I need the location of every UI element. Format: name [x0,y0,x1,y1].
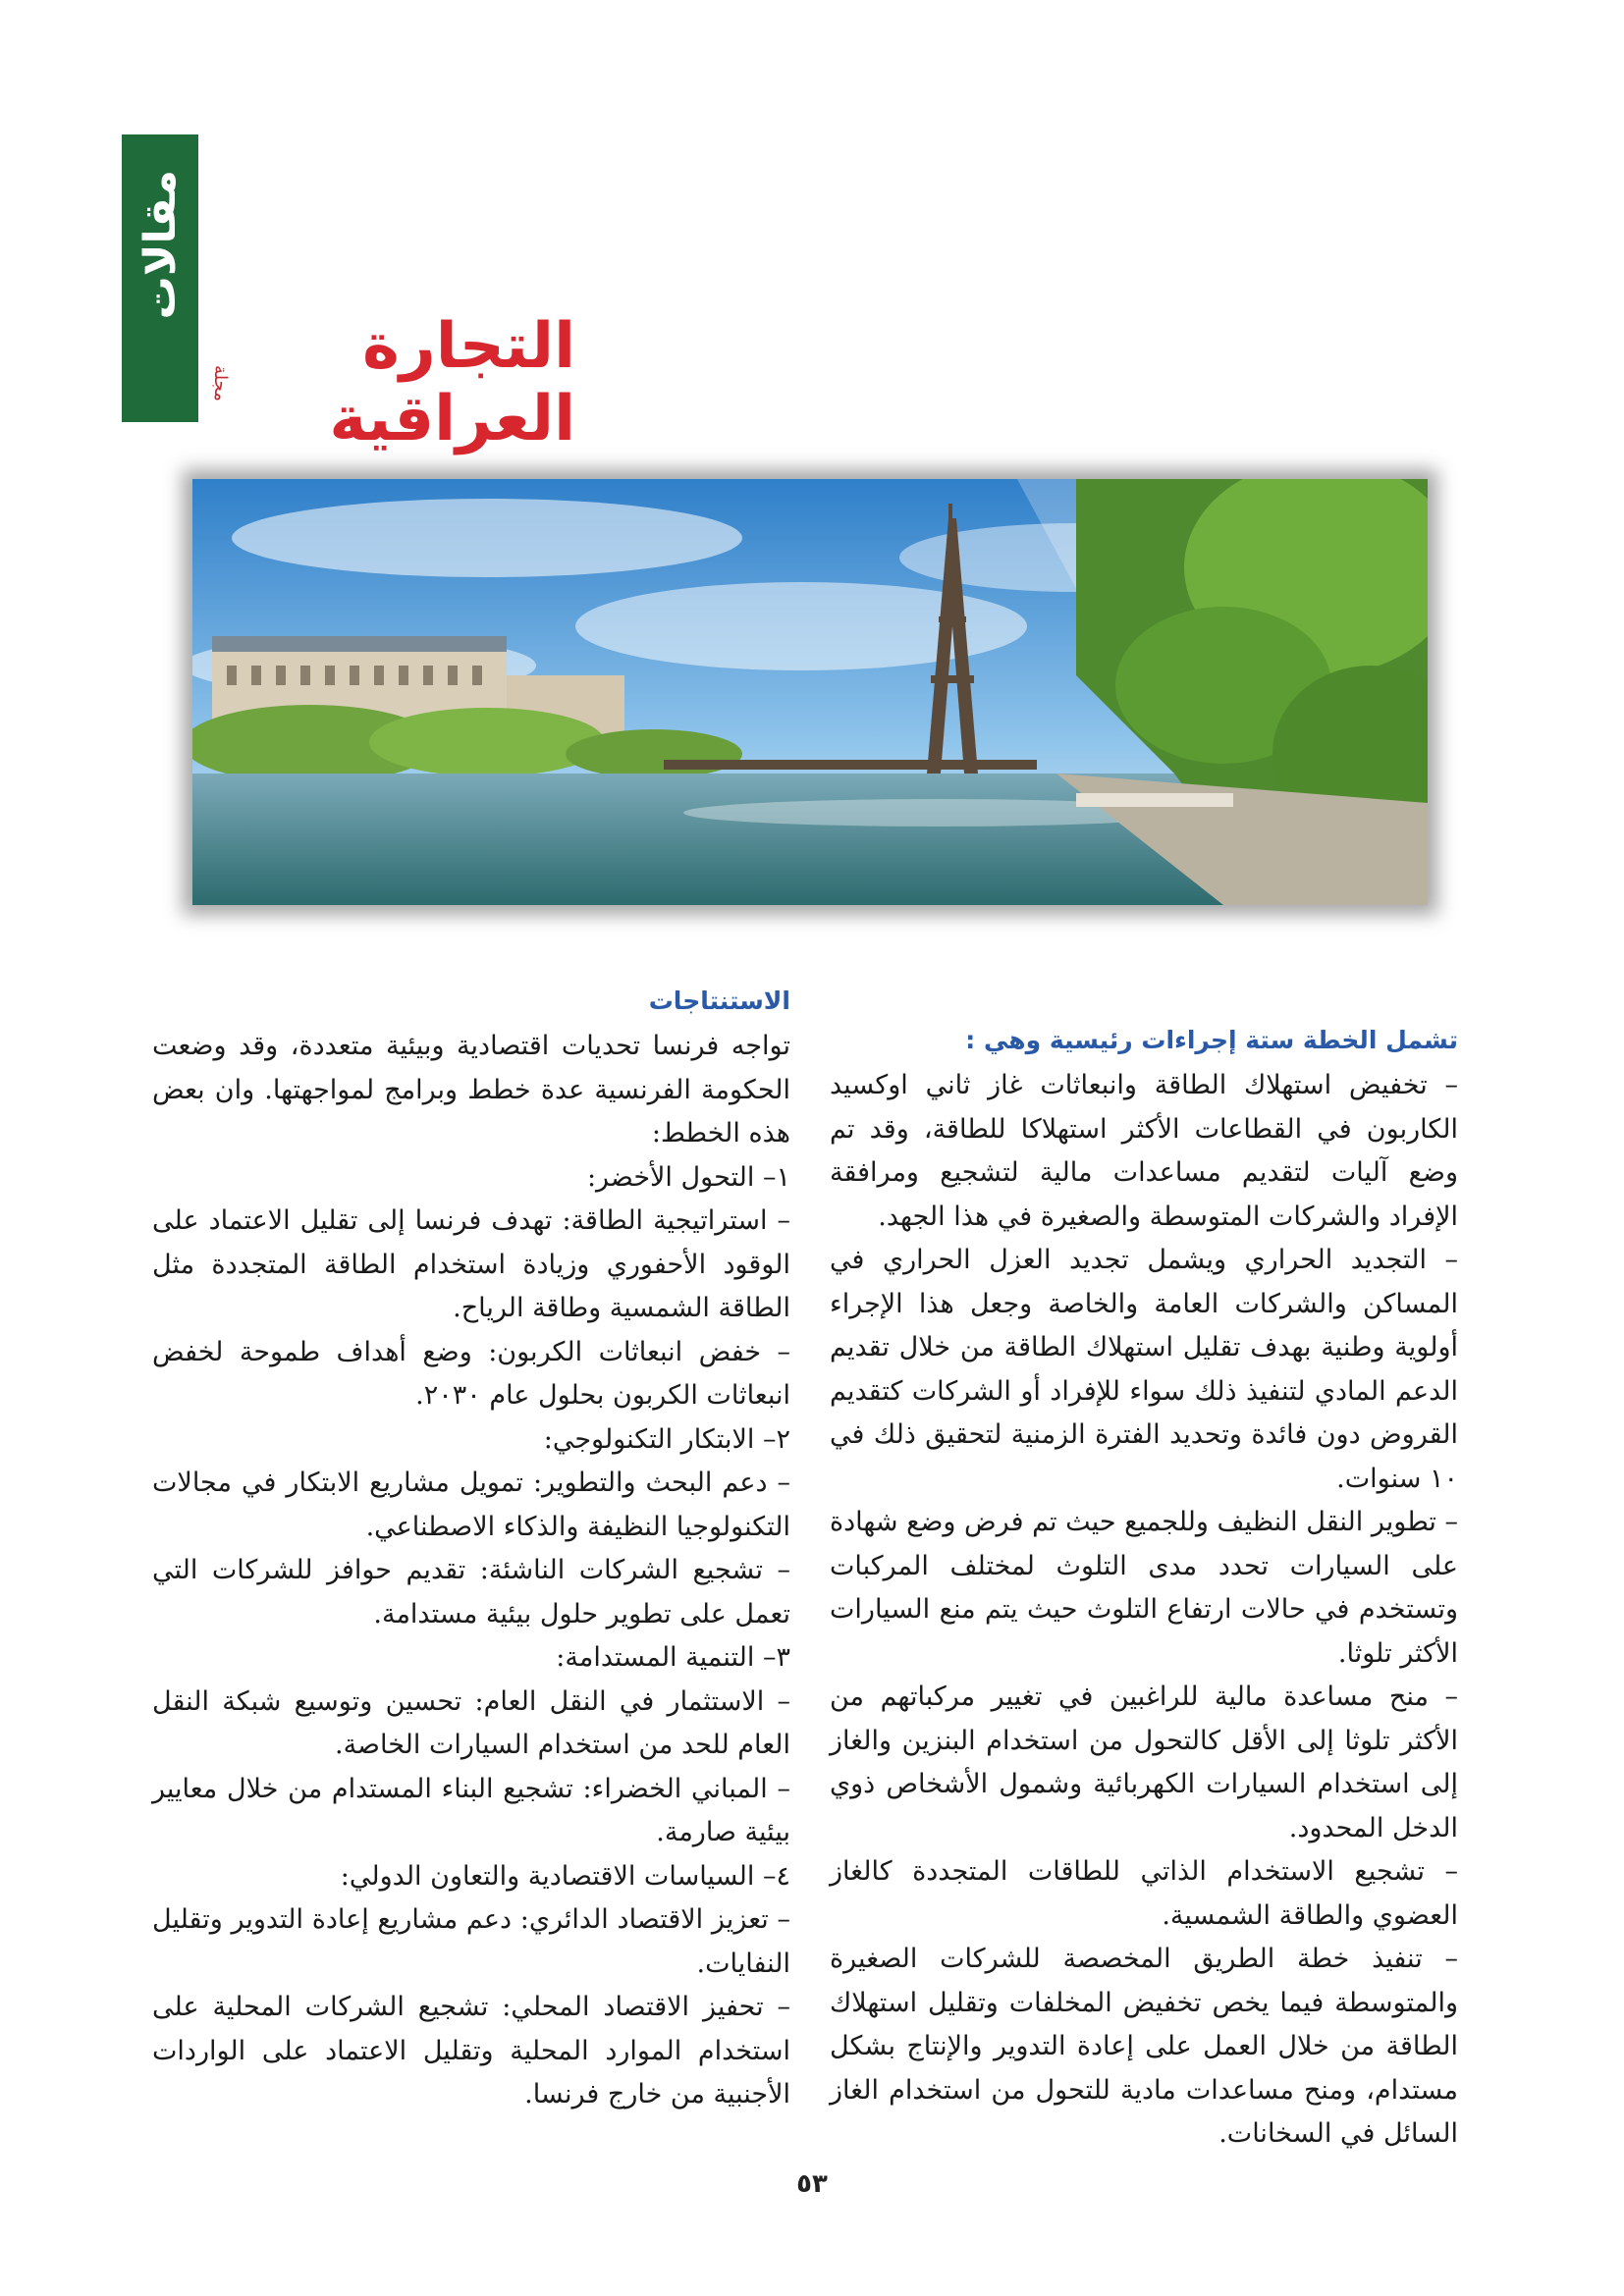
right-column [830,982,1458,2157]
paragraph: – تطوير النقل النظيف وللجميع حيث تم فرض وضع شهادة على السيارات تحدد مدى التلوث لمختلف المركبات وتستخدم في حالات ارتفاع التلوث حيث يتم منع السيارات الأكثر تلوثا. [830,1507,1458,1669]
paragraph: ٤– السياسات الاقتصادية والتعاون الدولي: [340,1860,790,1892]
paragraph: – منح مساعدة مالية للراغبين في تغيير مركباتهم من الأكثر تلوثا إلى الأقل كالتحول من استخدام البنزين والغاز إلى استخدام السيارات الكهربائية وشمول الأشخاص ذوي الدخل المحدود. [830,1682,1458,1843]
plan-heading: تشمل الخطة ستة إجراءات رئيسية وهي : [965,1026,1458,1054]
paragraph: – استراتيجية الطاقة: تهدف فرنسا إلى تقليل الاعتماد على الوقود الأحفوري وزيادة استخدام الطاقة المتجددة مثل الطاقة الشمسية وطاقة الرياح. [152,1205,790,1323]
paris-eiffel-photo [192,479,1428,905]
paragraph: تواجه فرنسا تحديات اقتصادية وبيئية متعددة، وقد وضعت الحكومة الفرنسية عدة خطط وبرامج لمواجهتها. وان بعض هذه الخطط: [152,1031,790,1148]
section-tab [122,134,198,422]
page-number: ٥٣ [796,2169,828,2199]
paragraph: – تشجيع الاستخدام الذاتي للطاقات المتجددة كالغاز العضوي والطاقة الشمسية. [830,1856,1458,1931]
magazine-masthead [202,310,575,455]
paragraph: – تحفيز الاقتصاد المحلي: تشجيع الشركات المحلية على استخدام الموارد المحلية وتقليل الاعتماد على الواردات الأجنبية من خارج فرنسا. [152,1992,790,2109]
paragraph: – دعم البحث والتطوير: تمويل مشاريع الابتكار في مجالات التكنولوجيا النظيفة والذكاء الاصطناعي. [152,1468,790,1542]
paragraph: ٣– التنمية المستدامة: [556,1642,790,1673]
paragraph: – التجديد الحراري ويشمل تجديد العزل الحراري في المساكن والشركات العامة والخاصة وجعل هذا الإجراء أولوية وطنية بهدف تقليل استهلاك الطاقة من خلال تقديم الدعم المادي لتنفيذ ذلك سواء للإفراد أو الشركات كتقديم القروض دون فائدة وتحديد الفترة الزمنية لتحقيق ذلك في ١٠ سنوات. [830,1245,1458,1494]
paragraph: – المباني الخضراء: تشجيع البناء المستدام من خلال معايير بيئية صارمة. [152,1773,790,1847]
paragraph: – تشجيع الشركات الناشئة: تقديم حوافز للشركات التي تعمل على تطوير حلول بيئية مستدامة. [152,1555,790,1629]
masthead-small-label: مجلة [210,364,231,401]
paragraph: ١– التحول الأخضر: [586,1161,790,1193]
paragraph: – الاستثمار في النقل العام: تحسين وتوسيع شبكة النقل العام للحد من استخدام السيارات الخاصة. [152,1685,790,1760]
section-tab-label: مقالات [135,170,186,320]
paragraph: – تخفيض استهلاك الطاقة وانبعاثات غاز ثاني اوكسيد الكاربون في القطاعات الأكثر استهلاكا للطاقة، وقد تم وضع آليات لتقديم مساعدات مالية لتشجيع ومرافقة الإفراد والشركات المتوسطة والصغيرة في هذا الجهد. [830,1070,1458,1232]
masthead-title: التجارة العراقية [329,310,575,455]
paragraph: – تعزيز الاقتصاد الدائري: دعم مشاريع إعادة التدوير وتقليل النفايات. [152,1904,790,1979]
paragraph: – خفض انبعاثات الكربون: وضع أهداف طموحة لخفض انبعاثات الكربون بحلول عام ٢٠٣٠. [152,1336,790,1411]
paragraph: ٢– الابتكار التكنولوجي: [543,1423,790,1455]
paragraph: – تنفيذ خطة الطريق المخصصة للشركات الصغيرة والمتوسطة فيما يخص تخفيض المخلفات وتقليل استهلاك الطاقة من خلال العمل على إعادة التدوير والإنتاج بشكل مستدام، ومنح مساعدات مادية للتحول من استخدام الغاز السائل في السخانات. [830,1944,1458,2149]
conclusions-heading: الاستنتاجات [648,987,790,1015]
left-column [152,982,790,2117]
